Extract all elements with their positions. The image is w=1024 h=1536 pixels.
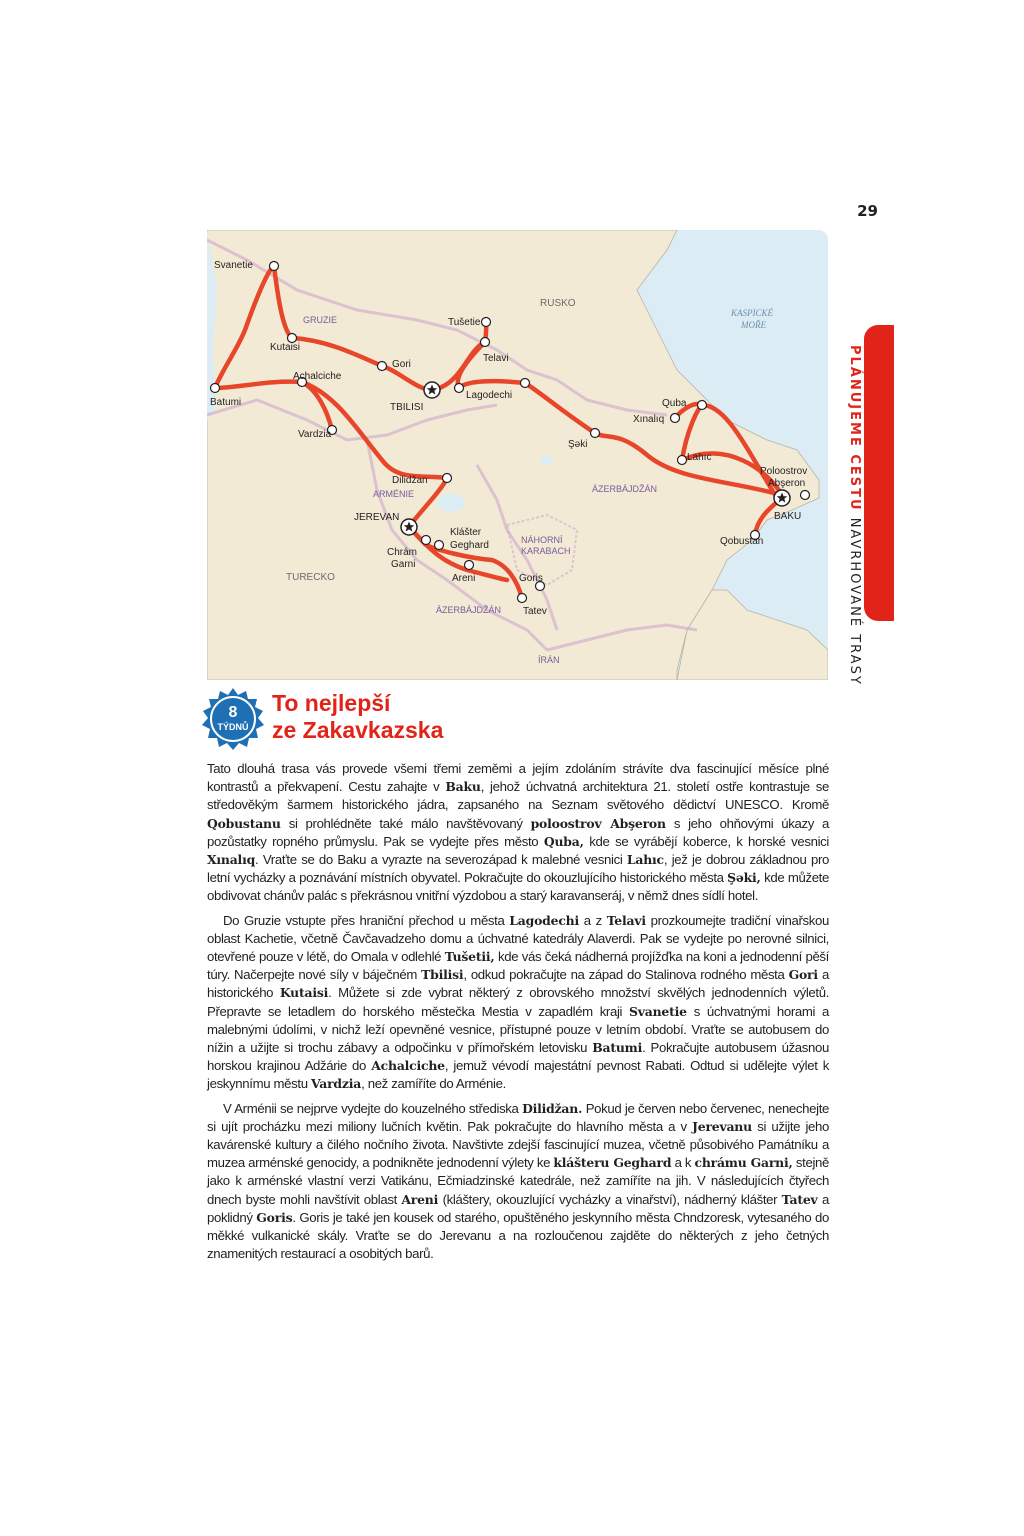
label-vardzia: Vardzia [298, 429, 332, 440]
label-baku: BAKU [774, 511, 802, 522]
page-number: 29 [857, 202, 878, 220]
label-sea-2: MOŘE [741, 320, 766, 330]
label-qobustan: Qobustan [720, 536, 764, 547]
label-garni-2: Garni [391, 559, 416, 570]
label-quba: Quba [662, 398, 687, 409]
marker-seki [591, 429, 600, 438]
label-jerevan: JEREVAN [354, 512, 400, 523]
marker-dilidzan [443, 474, 452, 483]
label-armenie: ARMÉNIE [373, 489, 415, 499]
label-svanetie: Svanetie [214, 260, 253, 271]
label-lahic: Lahıc [687, 452, 712, 463]
label-batumi: Batumi [210, 397, 242, 408]
section-title [272, 690, 672, 744]
lake-sevan [437, 494, 465, 512]
section-title-line-1: To nejlepší [272, 690, 391, 716]
route-map [207, 230, 828, 680]
label-karabach-1: NÁHORNÍ [521, 535, 563, 545]
lake-mingachevir [541, 455, 553, 465]
marker-quba [698, 401, 707, 410]
paragraph-3: V Arménii se nejprve vydejte do kouzelného střediska Dilidžan. Pokud je červen nebo červenec, nenechejte si ujít procházku mezi miliony lučních květin. Pak pokračujte do hlavního města a v Jerevanu si užijte jeho kavárenské kultury a čilého nočního života. Navštivte zdejší fascinující muzea, včetně působivého Památníku a muzea arménské genocidy, a podnikněte jednodenní výlety ke klášteru Geghard a k chrámu Garni, stejně jako k arménské vlastní verzi Vatikánu, Ečmiadzinské katedrále, než zamíříte na jih. V následujících čtyřech dnech byste mohli navštívit oblast Areni (kláštery, okouzlující vycházky a vinařství), nádherný klášter Tatev a poklidný Goris. Goris je také jen kousek od starého, opuštěného jeskynního města Chndzoresk, vytesaného do měkké vulkanické skály. Vraťte se do Jerevanu a na rozloučenou zajděte do některých z jeho četných znamenitých restaurací a osobitých barů. [207, 1100, 830, 1262]
label-sea-1: KASPICKÉ [731, 308, 773, 318]
marker-lagodechi-road [521, 379, 530, 388]
label-azerbajdzan-2: ÁZERBÁJDŽÁN [436, 605, 502, 615]
chapter-tab [864, 325, 894, 621]
marker-geghard [435, 541, 444, 550]
paragraph-2: Do Gruzie vstupte přes hraniční přechod u města Lagodechi a z Telavi prozkoumejte tradiční vinařskou oblast Kachetie, včetně Čavčavadzeho domu a úchvatné katedrály Alaverdi. Pak se vydejte po nerovné silnici, otevřené pouze v létě, do Omala v odlehlé Tušetii, kde vás čeká nádherná projížďka na koni a jednodenní pěší túry. Načerpejte nové síly v báječném Tbilisi, odkud pokračujte na západ do Stalinova rodného města Gori a historického Kutaisi. Můžete si zde vybrat některý z obrovského množství skvělých jednodenních výletů. Přepravte se letadlem do horského městečka Mestia v zapadlém kraji Svanetie s úchvatnými horami a malebnými údolími, v nichž leží opevněné vesnice, přístupné pouze v letním období. Vraťte se autobusem do nížin a užijte si trochu zábavy a odpočinku v přímořském letovisku Batumi. Pokračujte autobusem úžasnou horskou krajinou Adžárie do Achalciche, jemuž vévodí majestátní pevnost Rabati. Odtud si udělejte výlet k jeskynnímu městu Vardzia, než zamíříte do Arménie. [207, 912, 830, 1092]
chapter-label-thin: NAVRHOVANÉ TRASY [847, 511, 862, 686]
article-body [207, 760, 829, 1269]
marker-gori [378, 362, 387, 371]
label-abseron-2: Abşeron [768, 478, 806, 489]
capital-star-tbilisi [424, 382, 440, 398]
label-dilidzan: Dilidžan [392, 475, 428, 486]
label-tatev: Tatev [523, 606, 547, 617]
label-areni: Areni [452, 573, 476, 584]
label-karabach-2: KARABACH [521, 546, 571, 556]
label-xinaliq: Xınalıq [633, 414, 665, 425]
label-tbilisi: TBILISI [390, 402, 424, 413]
marker-lagodechi [455, 384, 464, 393]
label-kutaisi: Kutaisi [270, 342, 301, 353]
label-abseron-1: Poloostrov [760, 466, 808, 477]
marker-xinaliq [671, 414, 680, 423]
capital-star-jerevan [401, 519, 417, 535]
label-telavi: Telavi [483, 353, 509, 364]
label-lagodechi: Lagodechi [466, 390, 513, 401]
label-iran: ÍRÁN [538, 655, 560, 665]
label-azerbajdzan: ÁZERBÁJDŽÁN [592, 484, 658, 494]
badge-unit: TÝDNŮ [217, 722, 249, 732]
marker-lahic [678, 456, 687, 465]
chapter-label-bold: PLÁNUJEME CESTU [847, 345, 862, 512]
label-tusetie: Tušetie [448, 317, 481, 328]
section-title-line-2: ze Zakavkazska [272, 717, 444, 743]
duration-badge [200, 687, 266, 753]
label-gruzie: GRUZIE [303, 315, 338, 325]
label-turecko: TURECKO [286, 572, 335, 583]
label-goris: Goris [519, 573, 543, 584]
paragraph-1: Tato dlouhá trasa vás provede všemi třemi zeměmi a jejím zdoláním strávíte dva fascinující měsíce plné kontrastů a překvapení. Cestu zahajte v Baku, jehož úchvatná architektura 21. století ostře kontrastuje se středověkým šarmem historického jádra, zapsaného na Seznam světového dědictví UNESCO. Kromě Qobustanu si prohlédněte také málo navštěvovaný poloostrov Abşeron s jeho ohňovými úkazy a pozůstatky ropného průmyslu. Pak se vydejte přes město Quba, kde se vyrábějí koberce, k horské vesnici Xınalıq. Vraťte se do Baku a vyrazte na severozápad k malebné vesnici Lahıc, jež je dobrou základnou pro letní vycházky a poznávání místních obyvatel. Pokračujte do okouzlujícího historického města Şəki, kde můžete obdivovat chánův palác s překrásnou vnitřní výzdobou a starý karavanseráj, v němž dnes sídlí hotel. [207, 761, 830, 904]
capital-star-baku [774, 490, 790, 506]
marker-telavi [481, 338, 490, 347]
badge-number: 8 [228, 704, 238, 721]
chapter-label [838, 345, 862, 686]
label-garni-1: Chrám [387, 547, 418, 558]
label-geghard-2: Geghard [450, 540, 489, 551]
marker-areni [465, 561, 474, 570]
label-geghard-1: Klášter [450, 527, 482, 538]
label-gori: Gori [392, 359, 411, 370]
marker-tusetie [482, 318, 491, 327]
label-achalciche: Achalciche [293, 371, 342, 382]
label-rusko: RUSKO [540, 298, 576, 309]
marker-abseron [801, 491, 810, 500]
marker-batumi [211, 384, 220, 393]
marker-tatev [518, 594, 527, 603]
marker-garni [422, 536, 431, 545]
label-seki: Şəki [568, 439, 588, 450]
marker-svanetie [270, 262, 279, 271]
